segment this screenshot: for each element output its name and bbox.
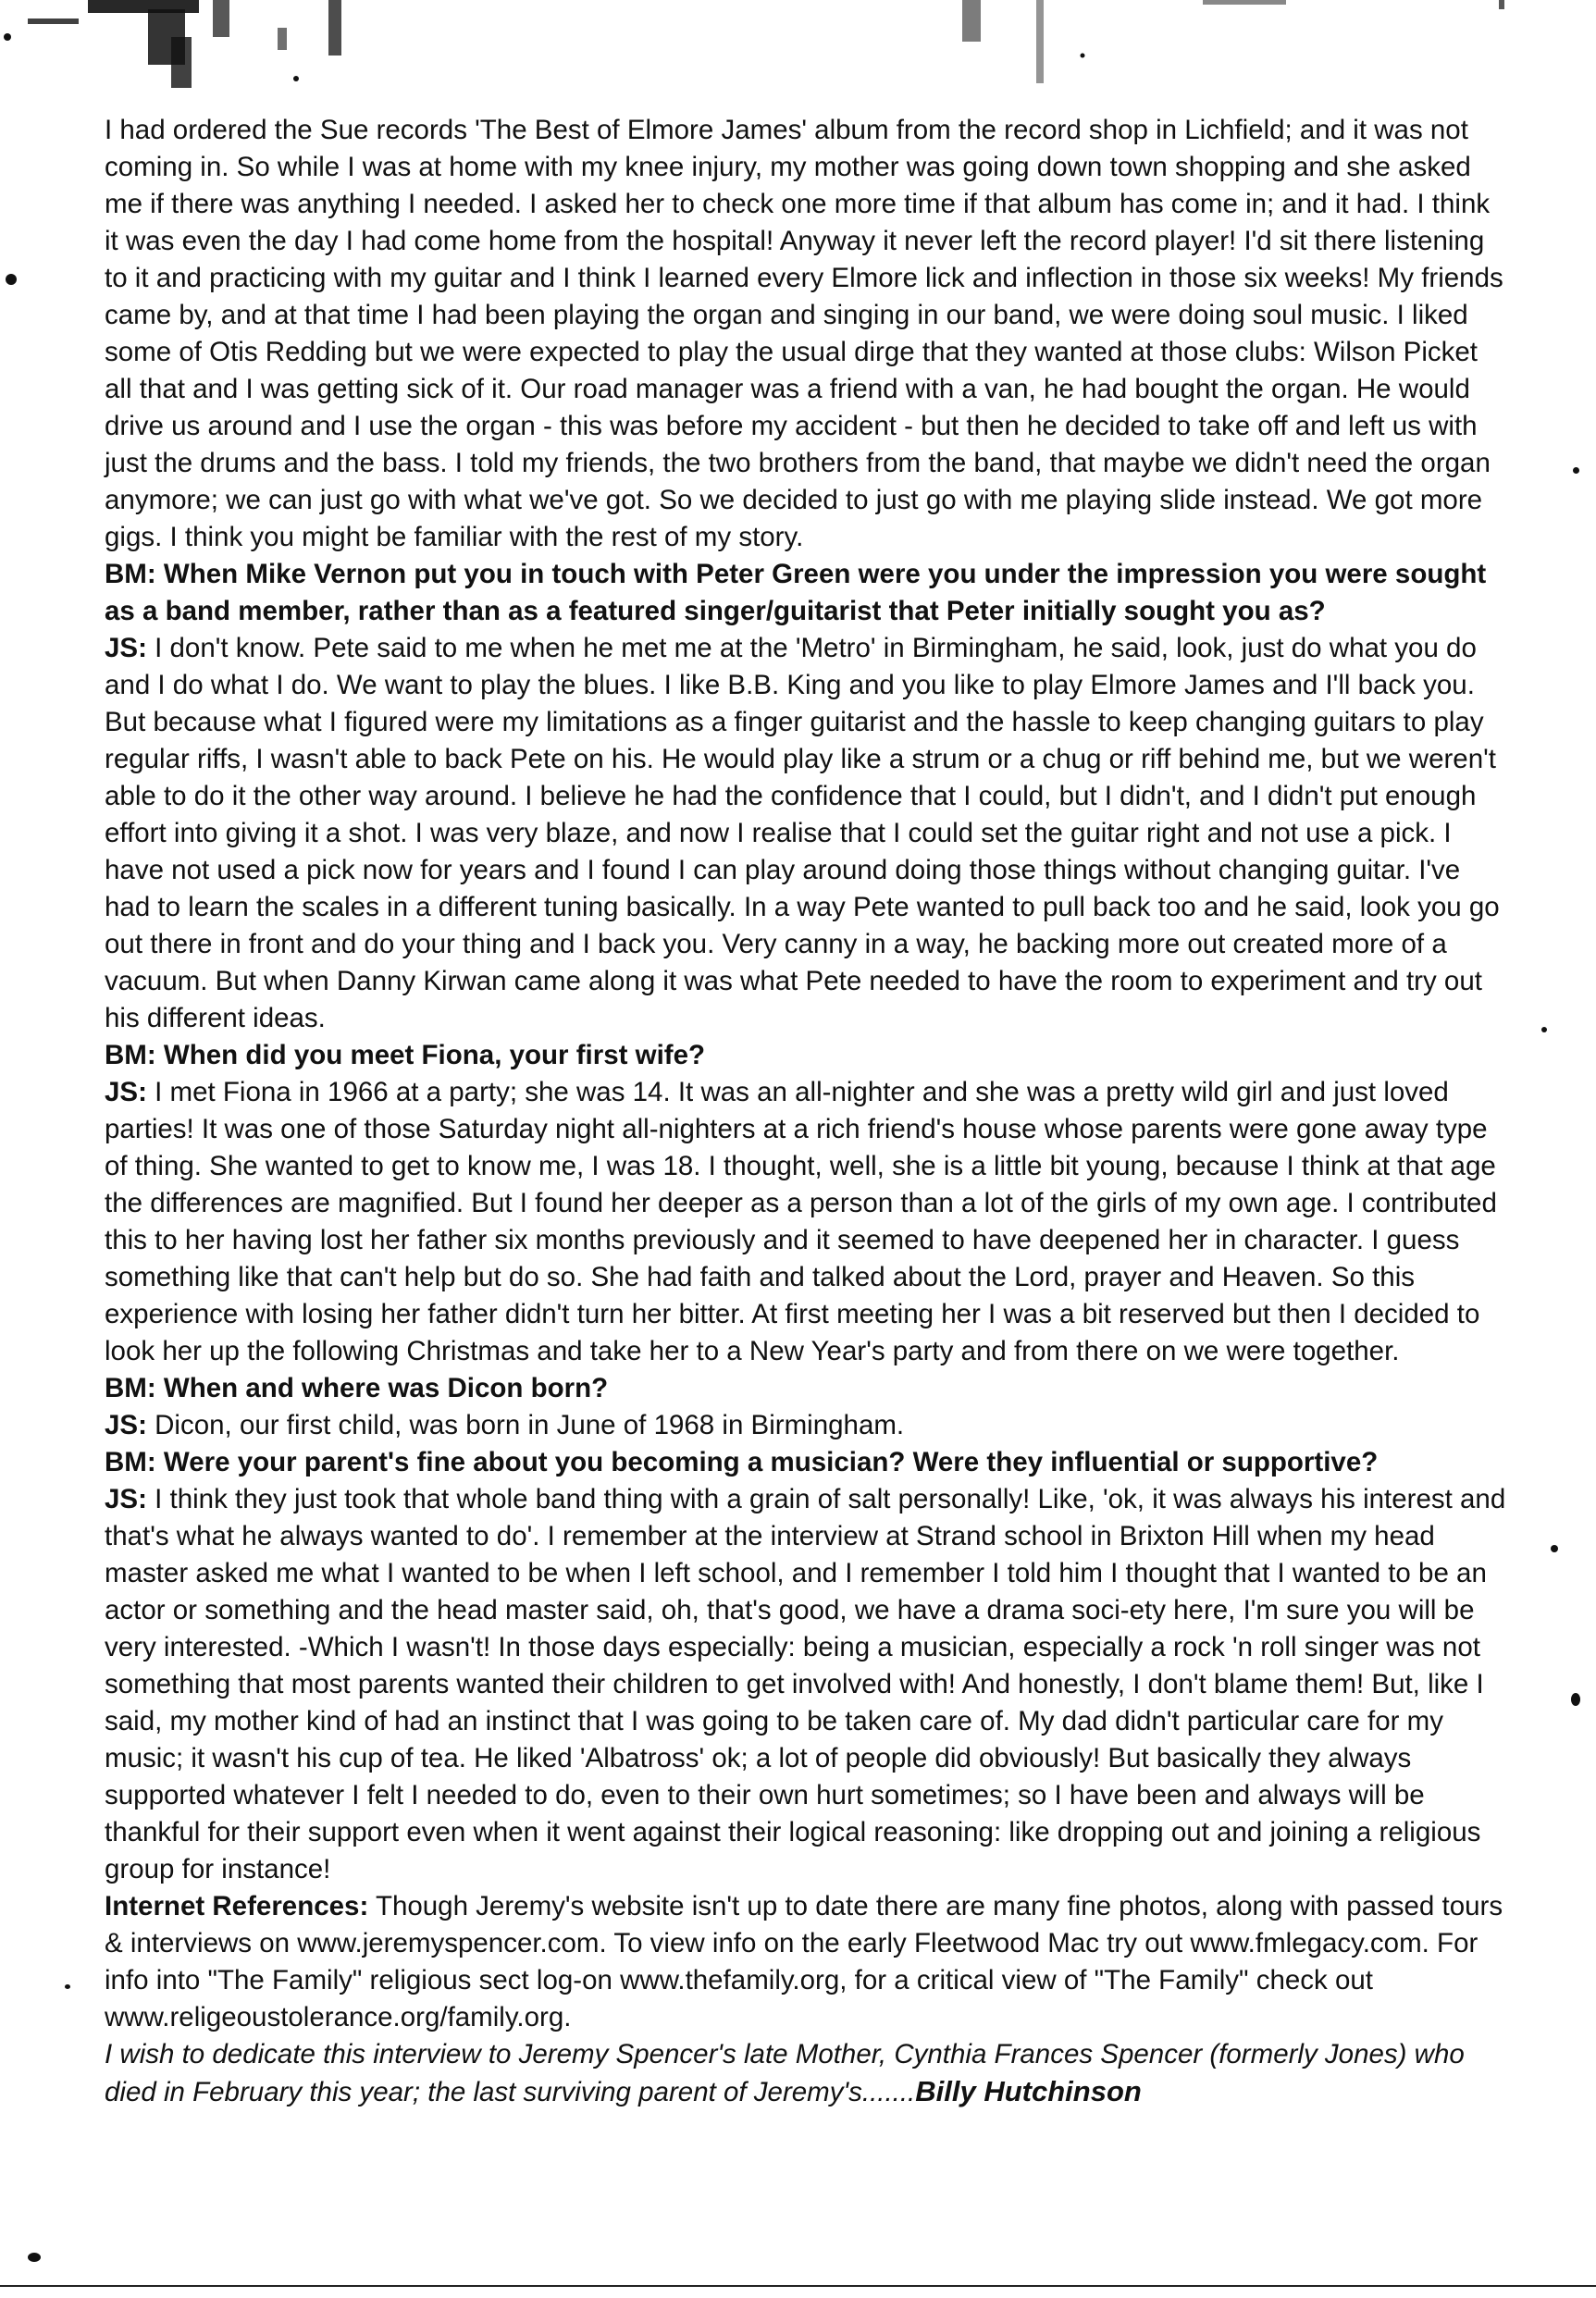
speaker-label: JS:	[105, 1077, 147, 1107]
paragraph-text: Were your parent's fine about you becoming a musician? Were they influential or supportive?	[163, 1447, 1379, 1477]
speaker-label: Internet References:	[105, 1891, 369, 1921]
speaker-label: JS:	[105, 1410, 147, 1440]
scan-speck	[1571, 1693, 1580, 1706]
speaker-label: BM:	[105, 559, 156, 589]
dedication-text: I wish to dedicate this interview to Jeremy Spencer's late Mother, Cynthia Frances Spencer (formerly Jones) who died in February this year; the last surviving parent of Jeremy's.......	[105, 2039, 1465, 2107]
paragraph-text: When and where was Dicon born?	[163, 1373, 609, 1403]
speaker-label: BM:	[105, 1447, 156, 1477]
question-paragraph	[105, 1444, 1511, 1481]
speaker-label: JS:	[105, 633, 147, 663]
paragraph-text: Though Jeremy's website isn't up to date there are many fine photos, along with passed tours & interviews on www.jeremyspencer.com. To view info on the early Fleetwood Mac try out www.fmlegacy.com. For info into "The Family" religious sect log-on www.thefamily.org, for a critical view of "The Family" check out www.religeoustolerance.org/family.org.	[105, 1891, 1503, 2032]
scan-speck	[1551, 1545, 1558, 1552]
paragraph-text: When Mike Vernon put you in touch with Peter Green were you under the impression you were sought as a band member, rather than as a featured singer/guitarist that Peter initially sought you as?	[105, 559, 1487, 626]
paragraph-text: I don't know. Pete said to me when he met me at the 'Metro' in Birmingham, he said, look, just do what you do and I do what I do. We want to play the blues. I like B.B. King and you like to play Elmore James and I'll back you. But because what I figured were my limitations as a finger guitarist and the hassle to keep changing guitars to play regular riffs, I wasn't able to back Pete on his. He would play like a strum or a chug or riff behind me, but we weren't able to do it the other way around. I believe he had the confidence that I could, but I didn't, and I didn't put enough effort into giving it a shot. I was very blaze, and now I realise that I could set the guitar right and not use a pick. I have not used a pick now for years and I found I can play around doing those things without changing guitar. I've had to learn the scales in a different tuning basically. In a way Pete wanted to pull back too and he said, look you go out there in front and do your thing and I back you. Very canny in a way, he backing more out created more of a vacuum. But when Danny Kirwan came along it was what Pete needed to have the room to experiment and try out his different ideas.	[105, 633, 1500, 1033]
dedication-line	[105, 2036, 1511, 2111]
answer-paragraph	[105, 1074, 1511, 1370]
scan-speck	[6, 274, 17, 285]
question-paragraph	[105, 1370, 1511, 1407]
paragraph-text: I think they just took that whole band thing with a grain of salt personally! Like, 'ok, it was always his interest and that's what he always wanted to do'. I remember at the interview at Strand school in Brixton Hill when my head master asked me what I wanted to be when I left school, and I remember I told him I thought that I wanted to be an actor or something and the head master said, oh, that's good, we have a drama soci-ety here, I'm sure you will be very interested. -Which I wasn't! In those days especially: being a musician, especially a rock 'n roll singer was not something that most parents wanted their children to get involved with! And honestly, I don't blame them! But, like I said, my mother kind of had an instinct that I was going to be taken care of. My dad didn't particular care for my music; it wasn't his cup of tea. He liked 'Albatross' ok; a lot of people did obviously! But basically they always supported whatever I felt I needed to do, even to their own hurt sometimes; so I have been and always will be thankful for their support even when it went against their logical reasoning: like dropping out and joining a religious group for instance!	[105, 1484, 1506, 1884]
speaker-label: JS:	[105, 1484, 147, 1514]
page-bottom-edge	[0, 2285, 1596, 2287]
speaker-label: BM:	[105, 1373, 156, 1403]
scan-smudge	[0, 0, 1596, 102]
paragraph-text: When did you meet Fiona, your first wife?	[163, 1040, 706, 1070]
question-paragraph	[105, 556, 1511, 630]
scan-speck	[28, 2253, 41, 2262]
paragraph-text: Dicon, our first child, was born in June of 1968 in Birmingham.	[155, 1410, 905, 1440]
paragraph-text: I met Fiona in 1966 at a party; she was 14. It was an all-nighter and she was a pretty wild girl and just loved parties! It was one of those Saturday night all-nighters at a rich friend's house whose parents were gone away type of thing. She wanted to get to know me, I was 18. I thought, well, she is a little bit young, because I think at that age the differences are magnified. But I found her deeper as a person than a lot of the girls of my own age. I contributed this to her having lost her father six months previously and it seemed to have deepened her in character. I guess something like that can't help but do so. She had faith and talked about the Lord, prayer and Heaven. So this experience with losing her father didn't turn her bitter. At first meeting her I was a bit reserved but then I decided to look her up the following Christmas and take her to a New Year's party and from there on we were together.	[105, 1077, 1497, 1366]
speaker-label: BM:	[105, 1040, 156, 1070]
paragraph-list	[105, 112, 1511, 2036]
answer-paragraph	[105, 630, 1511, 1037]
answer-paragraph	[105, 1407, 1511, 1444]
question-paragraph	[105, 1037, 1511, 1074]
text-paragraph	[105, 112, 1511, 556]
answer-paragraph	[105, 1888, 1511, 2036]
interview-text	[105, 112, 1511, 2111]
signature: Billy Hutchinson	[915, 2075, 1142, 2107]
scan-speck	[1573, 467, 1579, 474]
scan-speck	[65, 1984, 70, 1989]
scan-speck	[1541, 1027, 1547, 1032]
paragraph-text: I had ordered the Sue records 'The Best of Elmore James' album from the record shop in Lichfield; and it was not coming in. So while I was at home with my knee injury, my mother was going down town shopping and she asked me if there was anything I needed. I asked her to check one more time if that album has come in; and it had. I think it was even the day I had come home from the hospital! Anyway it never left the record player! I'd sit there listening to it and practicing with my guitar and I think I learned every Elmore lick and inflection in those six weeks! My friends came by, and at that time I had been playing the organ and singing in our band, we were doing soul music. I liked some of Otis Redding but we were expected to play the usual dirge that they wanted at those clubs: Wilson Picket all that and I was getting sick of it. Our road manager was a friend with a van, he had bought the organ. He would drive us around and I use the organ - this was before my accident - but then he decided to take off and left us with just the drums and the bass. I told my friends, the two brothers from the band, that maybe we didn't need the organ anymore; we can just go with what we've got. So we decided to just go with me playing slide instead. We got more gigs. I think you might be familiar with the rest of my story.	[105, 115, 1503, 552]
answer-paragraph	[105, 1481, 1511, 1888]
